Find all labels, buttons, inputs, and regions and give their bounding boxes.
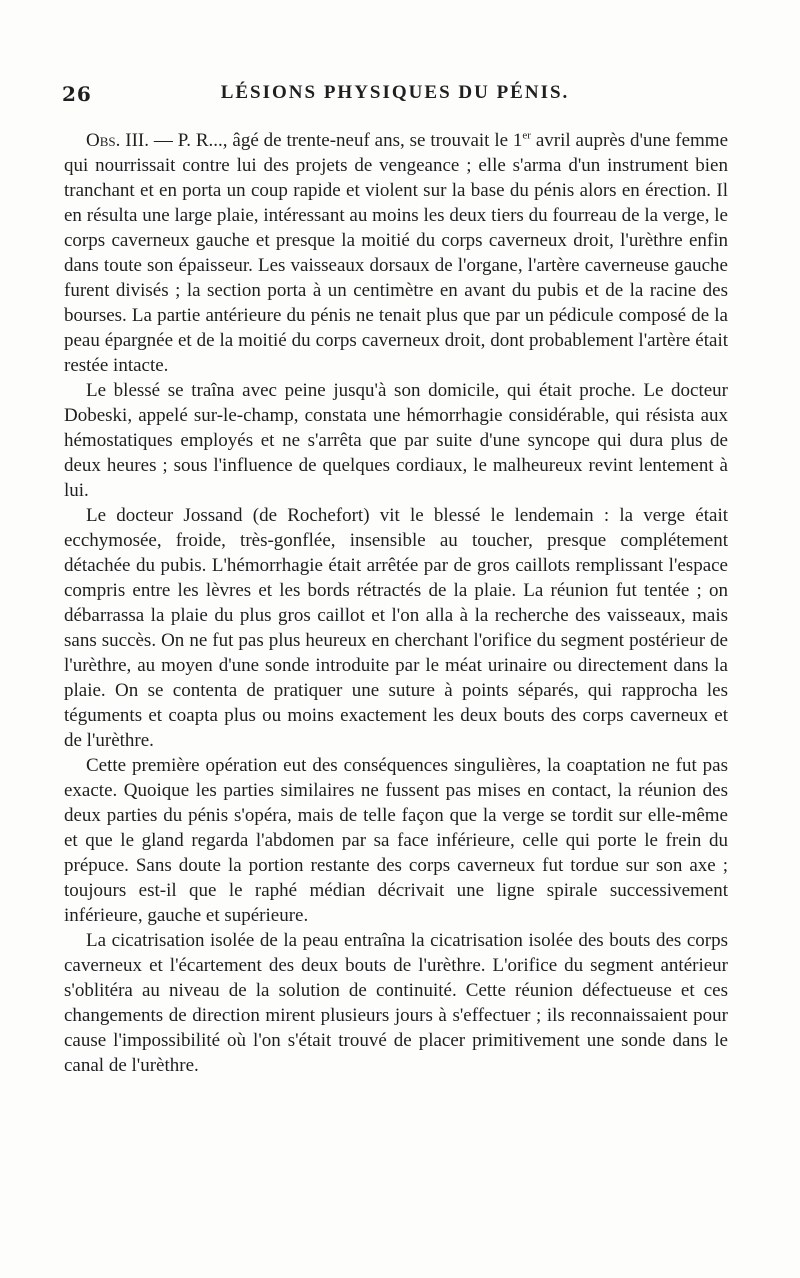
observation-label: Obs. III. <box>86 130 149 151</box>
ordinal-superscript: er <box>522 129 531 142</box>
paragraph-2: Le blessé se traîna avec peine jusqu'à son domicile, qui était proche. Le docteur Dobeski, appelé sur-le-champ, constata une hémorrhagie considérable, qui résista aux hémostatiques employés et ne s'arrêta que par suite d'une syncope qui dura plus de deux heures ; sous l'influence de quelques cordiaux, le malheureux revint lentement à lui. <box>64 380 728 501</box>
running-head <box>62 82 728 112</box>
page-number: 26 <box>62 82 92 106</box>
running-title: LÉSIONS PHYSIQUES DU PÉNIS. <box>220 82 570 103</box>
body-text <box>64 128 728 1078</box>
paragraph-3: Le docteur Jossand (de Rochefort) vit le blessé le lendemain : la verge était ecchymosée, froide, très-gonflée, insensible au toucher, presque complétement détachée du pubis. L'hémorrhagie était arrêtée par de gros caillots remplissant l'espace compris entre les lèvres et les bords rétractés de la plaie. La réunion fut tentée ; on débarrassa la plaie du plus gros caillot et l'on alla à la recherche des vaisseaux, mais sans succès. On ne fut pas plus heureux en cherchant l'orifice du segment postérieur de l'urèthre, au moyen d'une sonde introduite par le méat urinaire ou directement dans la plaie. On se contenta de pratiquer une suture à points séparés, qui rapprocha les téguments et coapta plus ou moins exactement les deux bouts des corps caverneux et de l'urèthre. <box>64 505 728 751</box>
paragraph-1 <box>64 128 728 378</box>
observation-intro: — P. R..., âgé de trente-neuf ans, se trouvait le 1 <box>148 130 523 151</box>
paragraph-5: La cicatrisation isolée de la peau entraîna la cicatrisation isolée des bouts des corps caverneux et l'écartement des deux bouts de l'urèthre. L'orifice du segment antérieur s'oblitéra au niveau de la solution de continuité. Cette réunion défectueuse et ces changements de direction mirent plusieurs jours à s'effectuer ; ils reconnaissaient pour cause l'impossibilité où l'on s'était trouvé de placer primitivement une sonde dans le canal de l'urèthre. <box>64 930 728 1076</box>
paragraph-4: Cette première opération eut des conséquences singulières, la coaptation ne fut pas exacte. Quoique les parties similaires ne fussent pas mises en contact, la réunion des deux parties du pénis s'opéra, mais de telle façon que la verge se tordit sur elle-même et que le gland regarda l'abdomen par sa face inférieure, celle qui porte le frein du prépuce. Sans doute la portion restante des corps caverneux fut tordue sur son axe ; toujours est-il que le raphé médian décrivait une ligne spirale successivement inférieure, gauche et supérieure. <box>64 755 728 926</box>
paragraph-1-text: avril auprès d'une femme qui nourrissait contre lui des projets de vengeance ; elle s'arma d'un instrument bien tranchant et en porta un coup rapide et violent sur la base du pénis alors en érection. Il en résulta une large plaie, intéressant au moins les deux tiers du fourreau de la verge, le corps caverneux gauche et presque la moitié du corps caverneux droit, l'urèthre enfin dans toute son épaisseur. Les vaisseaux dorsaux de l'organe, l'artère caverneuse gauche furent divisés ; la section porta à un centimètre en avant du pubis et de la racine des bourses. La partie antérieure du pénis ne tenait plus que par un pédicule composé de la peau épargnée et de la moitié du corps caverneux droit, dont probablement l'artère était restée intacte. <box>64 130 729 376</box>
